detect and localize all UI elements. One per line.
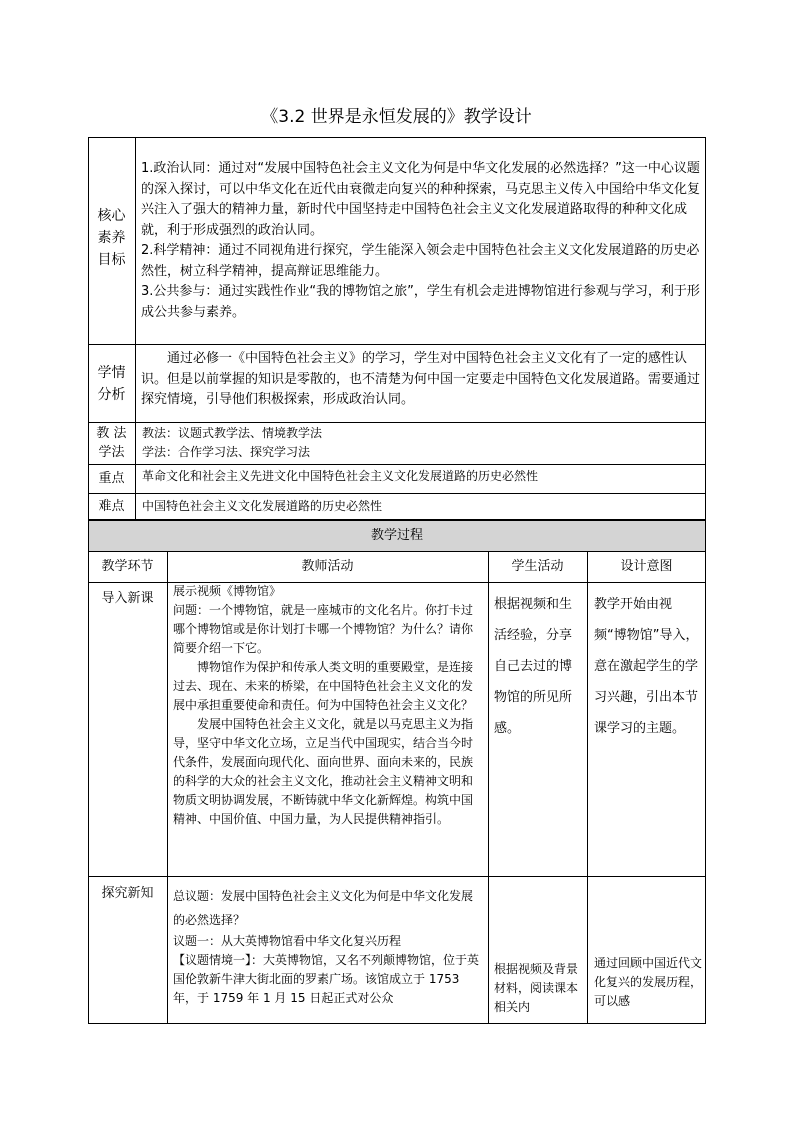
key-point-text: 革命文化和社会主义先进文化中国特色社会主义文化发展道路的历史必然性 xyxy=(142,469,539,483)
learning-method: 学法：合作学习法、探究学习法 xyxy=(142,445,311,459)
student-activity-explore: 根据视频及背景材料，阅读课本相关内 xyxy=(494,962,579,1014)
student-analysis-label: 学情 分析 xyxy=(97,365,126,403)
core-literacy-label: 核心 素养 目标 xyxy=(97,208,126,268)
key-point-label: 重点 xyxy=(98,471,125,486)
student-analysis-text: 通过必修一《中国特色社会主义》的学习，学生对中国特色社会主义文化有了一定的感性认识。但是以前掌握的知识是零散的，也不清楚为何中国一定要走中国特色文化发展道路。需要通过探究情境，引导他们积极探索，形成政治认同。 xyxy=(141,351,701,407)
col-header-intent: 设计意图 xyxy=(620,559,673,574)
col-header-stage: 教学环节 xyxy=(101,559,154,574)
stage-intro: 导入新课 xyxy=(101,591,154,606)
core-literacy-item: 2.科学精神：通过不同视角进行探究，学生能深入领会走中国特色社会主义文化发展道路的历史必然性，树立科学精神，提高辩证思维能力。 xyxy=(141,243,700,279)
core-literacy-item: 1.政治认同：通过对“发展中国特色社会主义文化为何是中华文化发展的必然选择？”这一中心议题的深入探讨，可以中华文化在近代由衰微走向复兴的种种探索，马克思主义传入中国给中华文化复兴注入了强大的精神力量，新时代中国坚持走中国特色社会主义文化发展道路取得的种种文化成就，利于形成强烈的政治认同。 xyxy=(141,161,701,238)
teaching-method: 教法：议题式教学法、情境教学法 xyxy=(142,426,323,440)
design-intent-explore: 通过回顾中国近代文化复兴的发展历程，可以感 xyxy=(594,956,702,1008)
stage-explore: 探究新知 xyxy=(101,886,154,901)
teacher-activity-explore: 总议题：发展中国特色社会主义文化为何是中华文化发展的必然选择？ 议题一：从大英博物馆看中华文化复兴历程 【议题情境一】：大英博物馆，又名不列颠博物馆，位于英国伦敦新牛津大街北面的罗素广场。该馆成立于 1753 年，于 1759 年 1 月 15 日起正式对公众 xyxy=(173,889,480,1005)
difficult-point-text: 中国特色社会主义文化发展道路的历史必然性 xyxy=(142,499,383,513)
methods-text xyxy=(142,424,702,464)
core-literacy-item: 3.公共参与：通过实践性作业“我的博物馆之旅”，学生有机会走进博物馆进行参观与学习，利于形成公共参与素养。 xyxy=(141,284,700,320)
col-header-teacher: 教师活动 xyxy=(301,559,354,574)
methods-label: 教 法 学法 xyxy=(96,426,127,460)
difficult-point-label: 难点 xyxy=(98,499,125,514)
core-literacy-text xyxy=(141,159,702,343)
objectives-label-divider xyxy=(135,137,136,520)
design-intent-intro: 教学开始由视频“博物馆”导入，意在激起学生的学习兴趣，引出本节课学习的主题。 xyxy=(594,597,699,736)
process-heading: 教学过程 xyxy=(370,528,423,543)
teacher-activity-intro: 展示视频《博物馆》 问题：一个博物馆，就是一座城市的文化名片。你打卡过哪个博物馆或是你计划打卡哪一个博物馆？为什么？请你简要介绍一下它。 博物馆作为保护和传承人类文明的重要殿堂，是连接过去、现在、未来的桥梁，在中国特色社会主义文化的发展中承担重要使命和责任。何为中国特色社会主义文化？ 发展中国特色社会主义文化，就是以马克思主义为指导，坚守中华文化立场，立足当代中国现实，结合当今时代条件，发展面向现代化、面向世界、面向未来的，民族的科学的大众的社会主义文化，推动社会主义精神文明和物质文明协调发展，不断铸就中华文化新辉煌。构筑中国精神、中国价值、中国力量，为人民提供精神指引。 xyxy=(173,584,474,826)
document-title: 《3.2 世界是永恒发展的》教学设计 xyxy=(261,107,532,127)
col-header-student: 学生活动 xyxy=(511,559,564,574)
student-activity-intro: 根据视频和生活经验，分享自己去过的博物馆的所见所感。 xyxy=(494,597,573,736)
